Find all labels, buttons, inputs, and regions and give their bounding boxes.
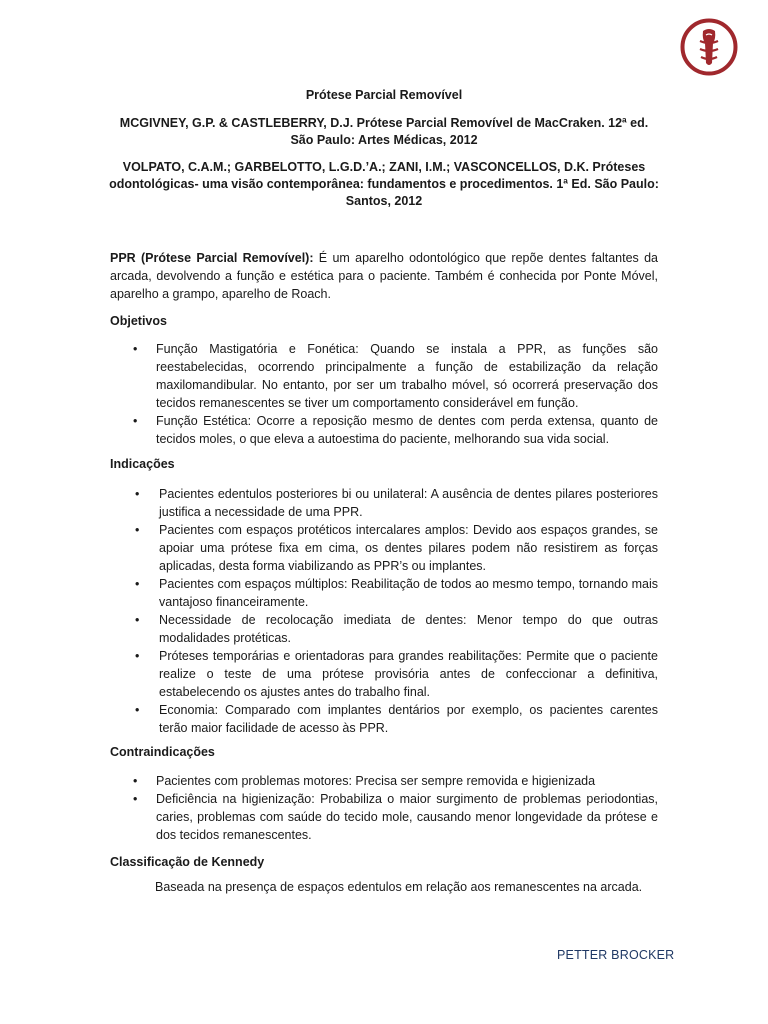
list-item: • Economia: Comparado com implantes dentários por exemplo, os pacientes carentes terão maior facilidade de acesso às PPR. <box>135 701 658 737</box>
section-heading-indicacoes: Indicações <box>110 457 175 471</box>
list-item: • Necessidade de recolocação imediata de dentes: Menor tempo do que outras modalidades protéticas. <box>135 611 658 647</box>
footer-author: PETTER BROCKER <box>557 948 675 962</box>
list-item: • Próteses temporárias e orientadoras para grandes reabilitações: Permite que o paciente realize o teste de uma prótese provisória antes de confeccionar a definitiva, estabelecendo os ajustes antes do trabalho final. <box>135 647 658 701</box>
section-heading-objetivos: Objetivos <box>110 314 167 328</box>
contraindicacoes-list <box>133 772 658 844</box>
reference-1: MCGIVNEY, G.P. & CASTLEBERRY, D.J. Prótese Parcial Removível de MacCraken. 12ª ed. São Paulo: Artes Médicas, 2012 <box>119 116 649 147</box>
list-item: • Pacientes edentulos posteriores bi ou unilateral: A ausência de dentes pilares posteriores justifica a necessidade de uma PPR. <box>135 485 658 521</box>
list-item: • Pacientes com problemas motores: Precisa ser sempre removida e higienizada <box>133 772 658 790</box>
list-item: • Deficiência na higienização: Probabiliza o maior surgimento de problemas periodontias, caries, problemas com saúde do tecido mole, causando menor longevidade da prótese e dos tecidos remanescentes. <box>133 790 658 844</box>
section-heading-kennedy: Classificação de Kennedy <box>110 855 265 869</box>
intro-text: É um aparelho odontológico que repõe dentes faltantes da arcada, devolvendo a função e estética para o paciente. Também é conhecida por Ponte Móvel, aparelho a grampo, aparelho de Roach. <box>110 251 659 301</box>
list-item: • Pacientes com espaços protéticos intercalares amplos: Devido aos espaços grandes, se apoiar uma prótese fixa em cima, os dentes pilares podem não resistirem as forças aplicadas, desta forma viabilizando as PPR’s ou implantes. <box>135 521 658 575</box>
section-heading-contraindicacoes: Contraindicações <box>110 745 215 759</box>
document-title: Prótese Parcial Removível <box>305 88 463 102</box>
intro-paragraph <box>110 249 658 303</box>
indicacoes-list <box>135 485 658 737</box>
intro-term: PPR (Prótese Parcial Removível): <box>110 251 314 265</box>
list-item: • Função Estética: Ocorre a reposição mesmo de dentes com perda extensa, quanto de tecidos moles, o que eleva a autoestima do paciente, melhorando sua vida social. <box>133 412 658 448</box>
list-item: • Pacientes com espaços múltiplos: Reabilitação de todos ao mesmo tempo, tornando mais vantajoso financeiramente. <box>135 575 658 611</box>
list-item: • Função Mastigatória e Fonética: Quando se instala a PPR, as funções são reestabelecidas, ocorrendo principalmente a função de estabilização da relação maxilomandibular. No entanto, por ser um trabalho móvel, só ocorrerá preservação dos tecidos remanescentes se tiver um comportamento considerável em função. <box>133 340 658 412</box>
caduceus-tooth-icon <box>679 17 739 77</box>
reference-2: VOLPATO, C.A.M.; GARBELOTTO, L.G.D.’A.; ZANI, I.M.; VASCONCELLOS, D.K. Próteses odontológicas- uma visão contemporânea: fundamentos e procedimentos. 1ª Ed. São Paulo: Santos, 2012 <box>109 160 659 208</box>
objetivos-list <box>133 340 658 448</box>
kennedy-text: Baseada na presença de espaços edentulos em relação aos remanescentes na arcada. <box>155 880 643 894</box>
